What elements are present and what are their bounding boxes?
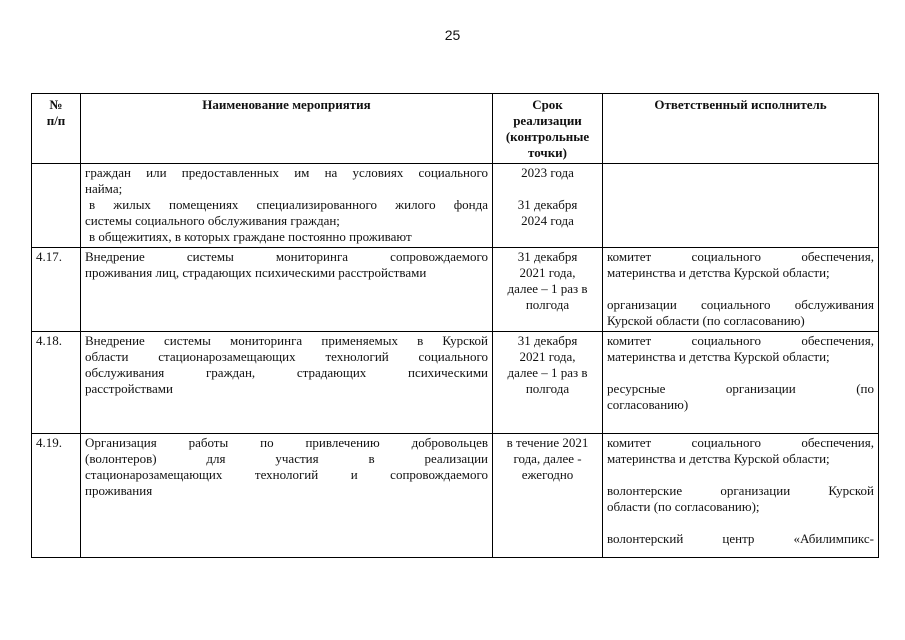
- header-term-line: Срок: [532, 97, 563, 112]
- text-line: материнства и детства Курской области;: [607, 265, 830, 280]
- header-name: Наименование мероприятия: [81, 94, 493, 164]
- text-line: граждан или предоставленных им на условиях социального: [85, 165, 488, 180]
- cell-responsible: [603, 248, 879, 332]
- table-row-continuation: [32, 164, 879, 248]
- page-number: 25: [444, 27, 461, 43]
- cell-term: [493, 434, 603, 558]
- text-line: найма;: [85, 181, 123, 196]
- text-line: ресурсные организации (по: [607, 381, 874, 396]
- text-line: материнства и детства Курской области;: [607, 451, 830, 466]
- table-row: [32, 434, 879, 558]
- text-line: в жилых помещениях специализированного жилого фонда: [89, 197, 488, 212]
- table-header-row: [32, 94, 879, 164]
- header-num-line: п/п: [46, 113, 66, 128]
- cell-responsible: [603, 164, 879, 248]
- cell-responsible: [603, 332, 879, 434]
- text-line: согласованию): [607, 397, 689, 412]
- text-line: 2023 года: [521, 165, 574, 180]
- text-line: полгода: [525, 381, 570, 396]
- table-row: [32, 332, 879, 434]
- text-line: комитет социального обеспечения,: [607, 333, 874, 348]
- text-line: Внедрение системы мониторинга применяемых в Курской: [85, 333, 488, 348]
- text-line: Организация работы по привлечению добровольцев: [85, 435, 488, 450]
- cell-name: [81, 332, 493, 434]
- header-num-line: №: [49, 97, 63, 112]
- text-line: 31 декабря: [517, 249, 578, 264]
- text-line: стационарозамещающих технологий и сопровождаемого: [85, 467, 488, 482]
- text-line: в общежитиях, в которых граждане постоянно проживают: [89, 229, 412, 244]
- cell-name: [81, 248, 493, 332]
- header-term-line: (контрольные: [505, 129, 590, 144]
- cell-responsible: [603, 434, 879, 558]
- text-line: 31 декабря: [517, 333, 578, 348]
- text-line: проживания: [85, 483, 153, 498]
- header-responsible: Ответственный исполнитель: [603, 94, 879, 164]
- cell-num: [32, 164, 81, 248]
- header-term-line: точки): [527, 145, 568, 160]
- text-line: Внедрение системы мониторинга сопровождаемого: [85, 249, 488, 264]
- text-line: (волонтеров) для участия в реализации: [85, 451, 488, 466]
- text-line: системы социального обслуживания граждан;: [85, 213, 340, 228]
- text-line: волонтерские организации Курской: [607, 483, 874, 498]
- text-line: проживания лиц, страдающих психическими расстройствами: [85, 265, 427, 280]
- cell-name: [81, 434, 493, 558]
- text-line: 2021 года,: [519, 349, 576, 364]
- text-line: ежегодно: [521, 467, 574, 482]
- cell-num: 4.19.: [32, 434, 81, 558]
- cell-term: [493, 248, 603, 332]
- cell-term: [493, 164, 603, 248]
- cell-num: 4.18.: [32, 332, 81, 434]
- text-line: области (по согласованию);: [607, 499, 760, 514]
- text-line: организации социального обслуживания: [607, 297, 874, 312]
- measures-table: [31, 93, 879, 558]
- text-line: материнства и детства Курской области;: [607, 349, 830, 364]
- text-line: в течение 2021: [506, 435, 589, 450]
- text-line: комитет социального обеспечения,: [607, 435, 874, 450]
- text-line: расстройствами: [85, 381, 173, 396]
- text-line: 2021 года,: [519, 265, 576, 280]
- text-line: 31 декабря: [517, 197, 578, 212]
- header-term: [493, 94, 603, 164]
- header-term-line: реализации: [513, 113, 582, 128]
- text-line: 2024 года: [521, 213, 574, 228]
- text-line: волонтерский центр «Абилимпикс-: [607, 531, 874, 546]
- text-line: области стационарозамещающих технологий социального: [85, 349, 488, 364]
- text-line: далее – 1 раз в: [507, 281, 588, 296]
- text-line: года, далее -: [513, 451, 582, 466]
- text-line: Курской области (по согласованию): [607, 313, 805, 328]
- text-line: далее – 1 раз в: [507, 365, 588, 380]
- text-line: полгода: [525, 297, 570, 312]
- cell-term: [493, 332, 603, 434]
- header-num: [32, 94, 81, 164]
- cell-name: [81, 164, 493, 248]
- table-row: [32, 248, 879, 332]
- text-line: обслуживания граждан, страдающих психическими: [85, 365, 488, 380]
- cell-num: 4.17.: [32, 248, 81, 332]
- text-line: комитет социального обеспечения,: [607, 249, 874, 264]
